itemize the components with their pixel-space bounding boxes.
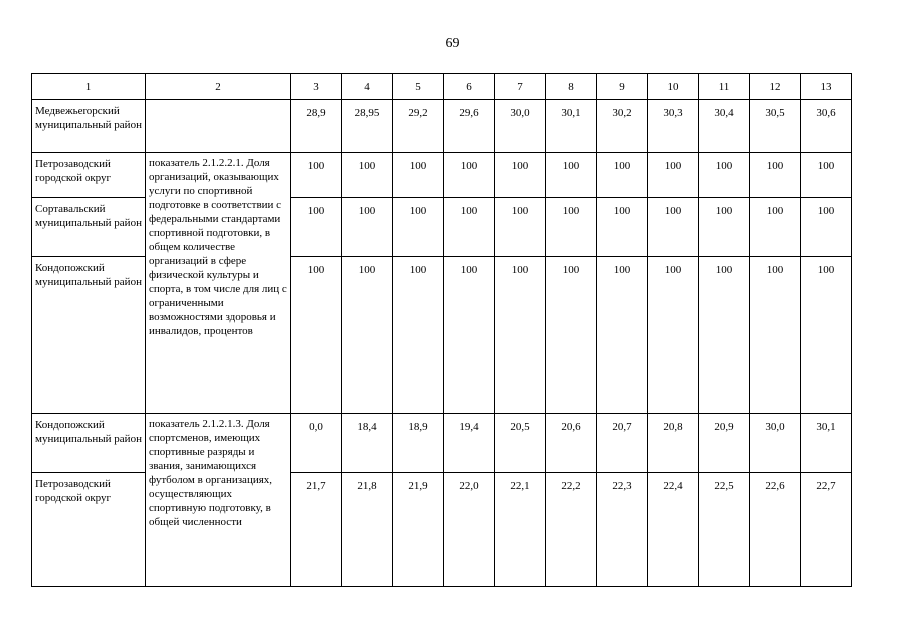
value-cell: 100 — [444, 153, 495, 198]
value-cell: 30,5 — [750, 100, 801, 153]
table-header-row — [32, 74, 852, 100]
value-cell: 100 — [546, 153, 597, 198]
region-cell: Сортавальский муниципальный район — [32, 198, 146, 257]
value-cell: 18,9 — [393, 414, 444, 473]
column-header: 11 — [699, 74, 750, 100]
value-cell: 100 — [342, 198, 393, 257]
value-cell: 30,1 — [546, 100, 597, 153]
column-header: 8 — [546, 74, 597, 100]
value-cell: 21,9 — [393, 473, 444, 587]
value-cell: 100 — [597, 198, 648, 257]
value-cell: 30,0 — [750, 414, 801, 473]
page-number: 69 — [445, 36, 460, 51]
value-cell: 30,1 — [801, 414, 852, 473]
region-cell: Кондопожский муниципальный район — [32, 414, 146, 473]
value-cell: 29,2 — [393, 100, 444, 153]
value-cell: 100 — [495, 198, 546, 257]
column-header: 13 — [801, 74, 852, 100]
value-cell: 22,3 — [597, 473, 648, 587]
value-cell: 100 — [801, 257, 852, 414]
value-cell: 22,6 — [750, 473, 801, 587]
value-cell: 100 — [750, 198, 801, 257]
value-cell: 100 — [699, 153, 750, 198]
value-cell: 100 — [444, 257, 495, 414]
column-header: 9 — [597, 74, 648, 100]
indicator-cell: показатель 2.1.2.1.3. Доля спортсменов, имеющих спортивные разряды и звания, занимающихся футболом в организациях, осуществляющих спортивную подготовку, в общей численности — [146, 414, 291, 587]
value-cell: 100 — [291, 257, 342, 414]
value-cell: 20,5 — [495, 414, 546, 473]
value-cell: 100 — [393, 257, 444, 414]
value-cell: 100 — [801, 198, 852, 257]
value-cell: 20,8 — [648, 414, 699, 473]
value-cell: 100 — [393, 153, 444, 198]
value-cell: 18,4 — [342, 414, 393, 473]
value-cell: 22,4 — [648, 473, 699, 587]
column-header: 10 — [648, 74, 699, 100]
value-cell: 30,4 — [699, 100, 750, 153]
value-cell: 100 — [699, 257, 750, 414]
value-cell: 100 — [597, 257, 648, 414]
value-cell: 100 — [597, 153, 648, 198]
value-cell: 22,2 — [546, 473, 597, 587]
value-cell: 100 — [750, 257, 801, 414]
value-cell: 100 — [291, 153, 342, 198]
value-cell: 100 — [648, 198, 699, 257]
value-cell: 100 — [546, 198, 597, 257]
column-header: 7 — [495, 74, 546, 100]
value-cell: 22,1 — [495, 473, 546, 587]
column-header: 5 — [393, 74, 444, 100]
value-cell: 28,95 — [342, 100, 393, 153]
region-cell: Кондопожский муниципальный район — [32, 257, 146, 414]
value-cell: 22,7 — [801, 473, 852, 587]
column-header: 3 — [291, 74, 342, 100]
column-header: 12 — [750, 74, 801, 100]
value-cell: 100 — [342, 153, 393, 198]
value-cell: 30,0 — [495, 100, 546, 153]
value-cell: 100 — [801, 153, 852, 198]
table-row — [32, 100, 852, 153]
value-cell: 19,4 — [444, 414, 495, 473]
value-cell: 30,6 — [801, 100, 852, 153]
value-cell: 100 — [699, 198, 750, 257]
value-cell: 28,9 — [291, 100, 342, 153]
column-header: 4 — [342, 74, 393, 100]
column-header: 2 — [146, 74, 291, 100]
value-cell: 0,0 — [291, 414, 342, 473]
value-cell: 100 — [291, 198, 342, 257]
value-cell: 20,7 — [597, 414, 648, 473]
table-row — [32, 414, 852, 473]
value-cell: 30,2 — [597, 100, 648, 153]
column-header: 1 — [32, 74, 146, 100]
value-cell: 100 — [750, 153, 801, 198]
value-cell: 100 — [648, 257, 699, 414]
column-header: 6 — [444, 74, 495, 100]
value-cell: 100 — [342, 257, 393, 414]
value-cell: 29,6 — [444, 100, 495, 153]
value-cell: 22,0 — [444, 473, 495, 587]
value-cell: 20,6 — [546, 414, 597, 473]
value-cell: 100 — [444, 198, 495, 257]
indicator-table — [31, 73, 852, 587]
region-cell: Петрозаводский городской округ — [32, 153, 146, 198]
value-cell: 100 — [546, 257, 597, 414]
value-cell: 100 — [495, 153, 546, 198]
indicator-cell — [146, 100, 291, 153]
value-cell: 100 — [648, 153, 699, 198]
region-cell: Медвежьегорский муниципальный район — [32, 100, 146, 153]
value-cell: 21,8 — [342, 473, 393, 587]
value-cell: 22,5 — [699, 473, 750, 587]
table-row — [32, 153, 852, 198]
value-cell: 21,7 — [291, 473, 342, 587]
indicator-cell: показатель 2.1.2.2.1. Доля организаций, оказывающих услуги по спортивной подготовке в соответствии с федеральными стандартами спортивной подготовки, в общем количестве организаций в сфере физической культуры и спорта, в том числе для лиц с ограниченными возможностями здоровья и инвалидов, процентов — [146, 153, 291, 414]
region-cell: Петрозаводский городской округ — [32, 473, 146, 587]
value-cell: 100 — [495, 257, 546, 414]
value-cell: 20,9 — [699, 414, 750, 473]
value-cell: 100 — [393, 198, 444, 257]
value-cell: 30,3 — [648, 100, 699, 153]
